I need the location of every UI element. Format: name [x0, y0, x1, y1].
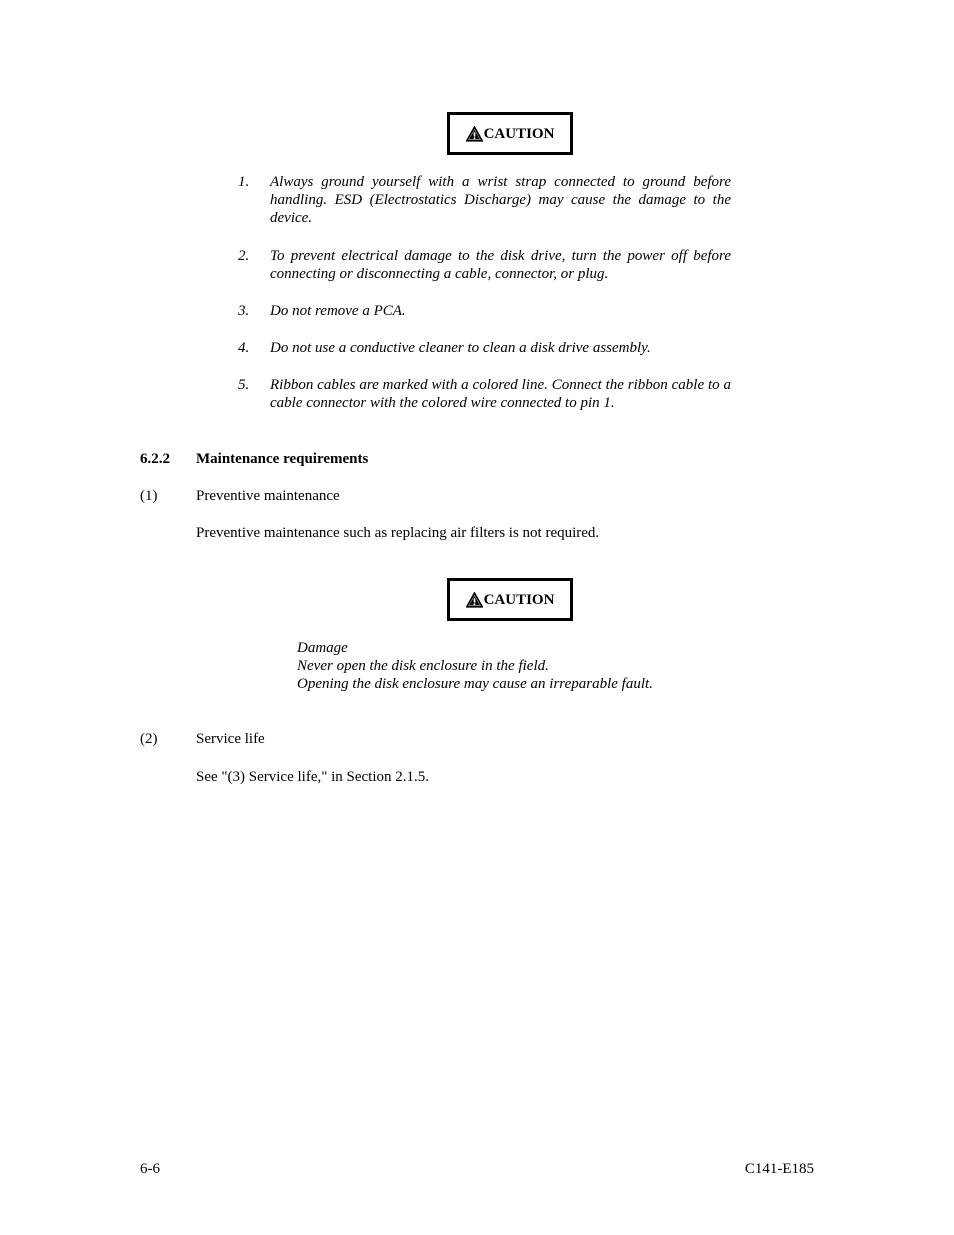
- list-item-text: Do not use a conductive cleaner to clean a disk drive assembly.: [270, 340, 651, 356]
- section-title: Maintenance requirements: [196, 451, 369, 467]
- paragraph: See "(3) Service life," in Section 2.1.5.: [196, 769, 430, 785]
- list-item-text: Always ground yourself with a wrist strap connected to ground before handling. ESD (Electrostatics Discharge) may cause the damage to the device.: [270, 174, 731, 226]
- warning-triangle-icon: [466, 126, 483, 142]
- subsection-title: Service life: [196, 731, 265, 747]
- caution-label: CAUTION: [483, 591, 555, 608]
- list-item: [238, 247, 731, 283]
- section-number: 6.2.2: [140, 451, 170, 467]
- list-item: [238, 173, 731, 227]
- caution-line: Damage: [297, 640, 348, 656]
- list-item: [238, 339, 731, 357]
- caution-box: [447, 112, 573, 155]
- list-item: [238, 302, 731, 320]
- list-item-number: 3.: [238, 303, 250, 319]
- list-item-number: 5.: [238, 377, 250, 393]
- list-item-number: 1.: [238, 174, 250, 190]
- caution-line: Never open the disk enclosure in the field.: [297, 658, 549, 674]
- caution-label: CAUTION: [483, 125, 555, 142]
- caution-box: [447, 578, 573, 621]
- list-item: [238, 376, 731, 412]
- caution-text: [297, 639, 653, 693]
- list-item-number: 2.: [238, 248, 250, 264]
- list-item-text: Ribbon cables are marked with a colored line. Connect the ribbon cable to a cable connector with the colored wire connected to pin 1.: [270, 377, 731, 411]
- document-id: C141-E185: [744, 1161, 814, 1177]
- list-item-number: 4.: [238, 340, 250, 356]
- subsection-title: Preventive maintenance: [196, 488, 340, 504]
- paragraph: Preventive maintenance such as replacing air filters is not required.: [196, 525, 600, 541]
- page-number: 6-6: [140, 1161, 160, 1177]
- caution-line: Opening the disk enclosure may cause an irreparable fault.: [297, 676, 653, 692]
- warning-triangle-icon: [466, 592, 483, 608]
- subsection-number: (1): [140, 488, 158, 504]
- list-item-text: To prevent electrical damage to the disk drive, turn the power off before connecting or disconnecting a cable, connector, or plug.: [270, 248, 731, 282]
- subsection-number: (2): [140, 731, 158, 747]
- list-item-text: Do not remove a PCA.: [270, 303, 406, 319]
